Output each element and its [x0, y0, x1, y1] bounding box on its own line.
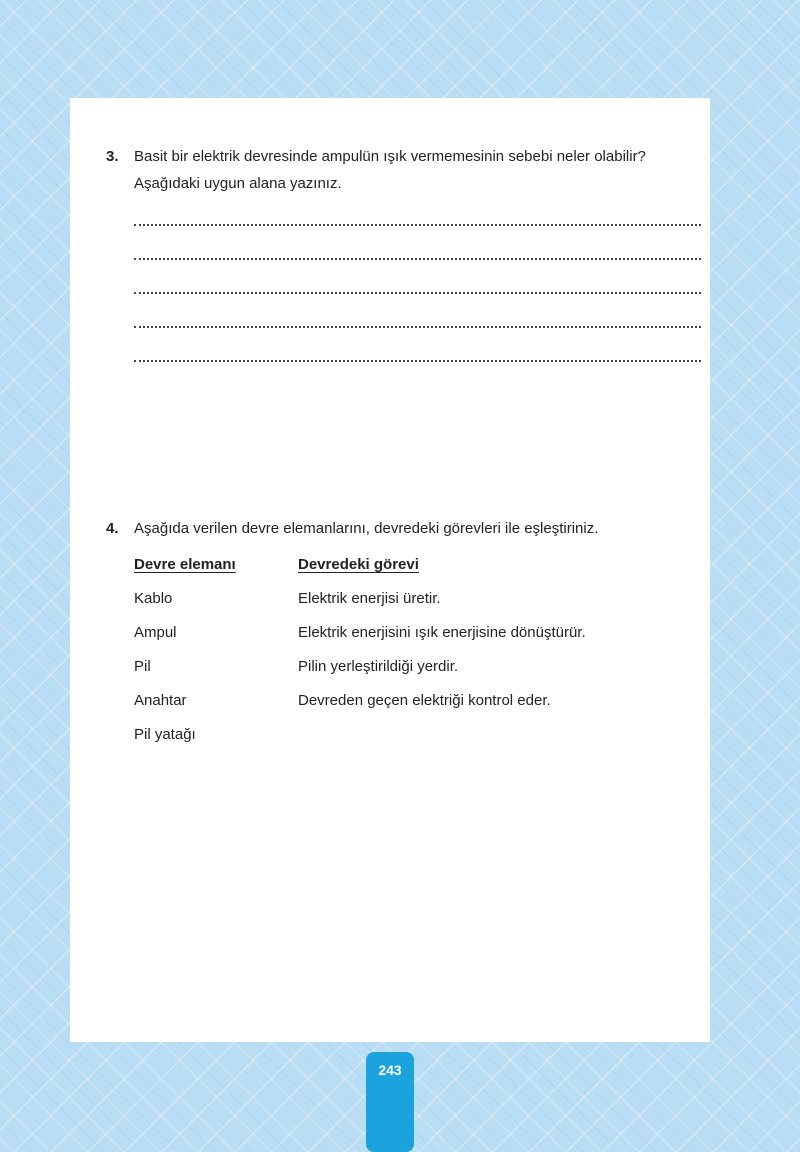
circuit-element[interactable]: Kablo	[134, 590, 173, 607]
element-function[interactable]: Pilin yerleştirildiği yerdir.	[298, 658, 459, 675]
circuit-element[interactable]: Ampul	[134, 624, 177, 641]
element-function[interactable]: Devreden geçen elektriği kontrol eder.	[298, 692, 551, 709]
circuit-element[interactable]: Pil	[134, 658, 151, 675]
element-function[interactable]: Elektrik enerjisini ışık enerjisine dönüştürür.	[298, 624, 586, 641]
element-function[interactable]: Elektrik enerjisi üretir.	[298, 590, 441, 607]
question-4-text: Aşağıda verilen devre elemanlarını, devredeki görevleri ile eşleştiriniz.	[134, 520, 599, 537]
question-3-number: 3.	[106, 148, 119, 165]
answer-area[interactable]	[134, 203, 701, 373]
right-column-header: Devredeki görevi	[298, 556, 419, 573]
question-4	[106, 520, 701, 760]
answer-line-4[interactable]	[134, 305, 701, 339]
matching-row	[134, 726, 701, 760]
answer-line-2[interactable]	[134, 237, 701, 271]
answer-line-5[interactable]	[134, 339, 701, 373]
matching-header-row	[134, 556, 701, 590]
matching-row	[134, 590, 701, 624]
question-3	[106, 148, 701, 373]
question-4-number: 4.	[106, 520, 119, 537]
matching-row	[134, 692, 701, 726]
circuit-element[interactable]: Pil yatağı	[134, 726, 196, 743]
matching-row	[134, 624, 701, 658]
circuit-element[interactable]: Anahtar	[134, 692, 187, 709]
answer-line-3[interactable]	[134, 271, 701, 305]
page-number: 243	[378, 1062, 402, 1078]
question-3-text: Basit bir elektrik devresinde ampulün ışık vermemesinin sebebi neler olabilir? Aşağıdaki uygun alana yazınız.	[134, 148, 646, 192]
matching-row	[134, 658, 701, 692]
left-column-header: Devre elemanı	[134, 556, 236, 573]
worksheet-page	[70, 98, 710, 1042]
page-number-tab	[366, 1052, 414, 1152]
answer-line-1[interactable]	[134, 203, 701, 237]
matching-table	[134, 556, 701, 760]
